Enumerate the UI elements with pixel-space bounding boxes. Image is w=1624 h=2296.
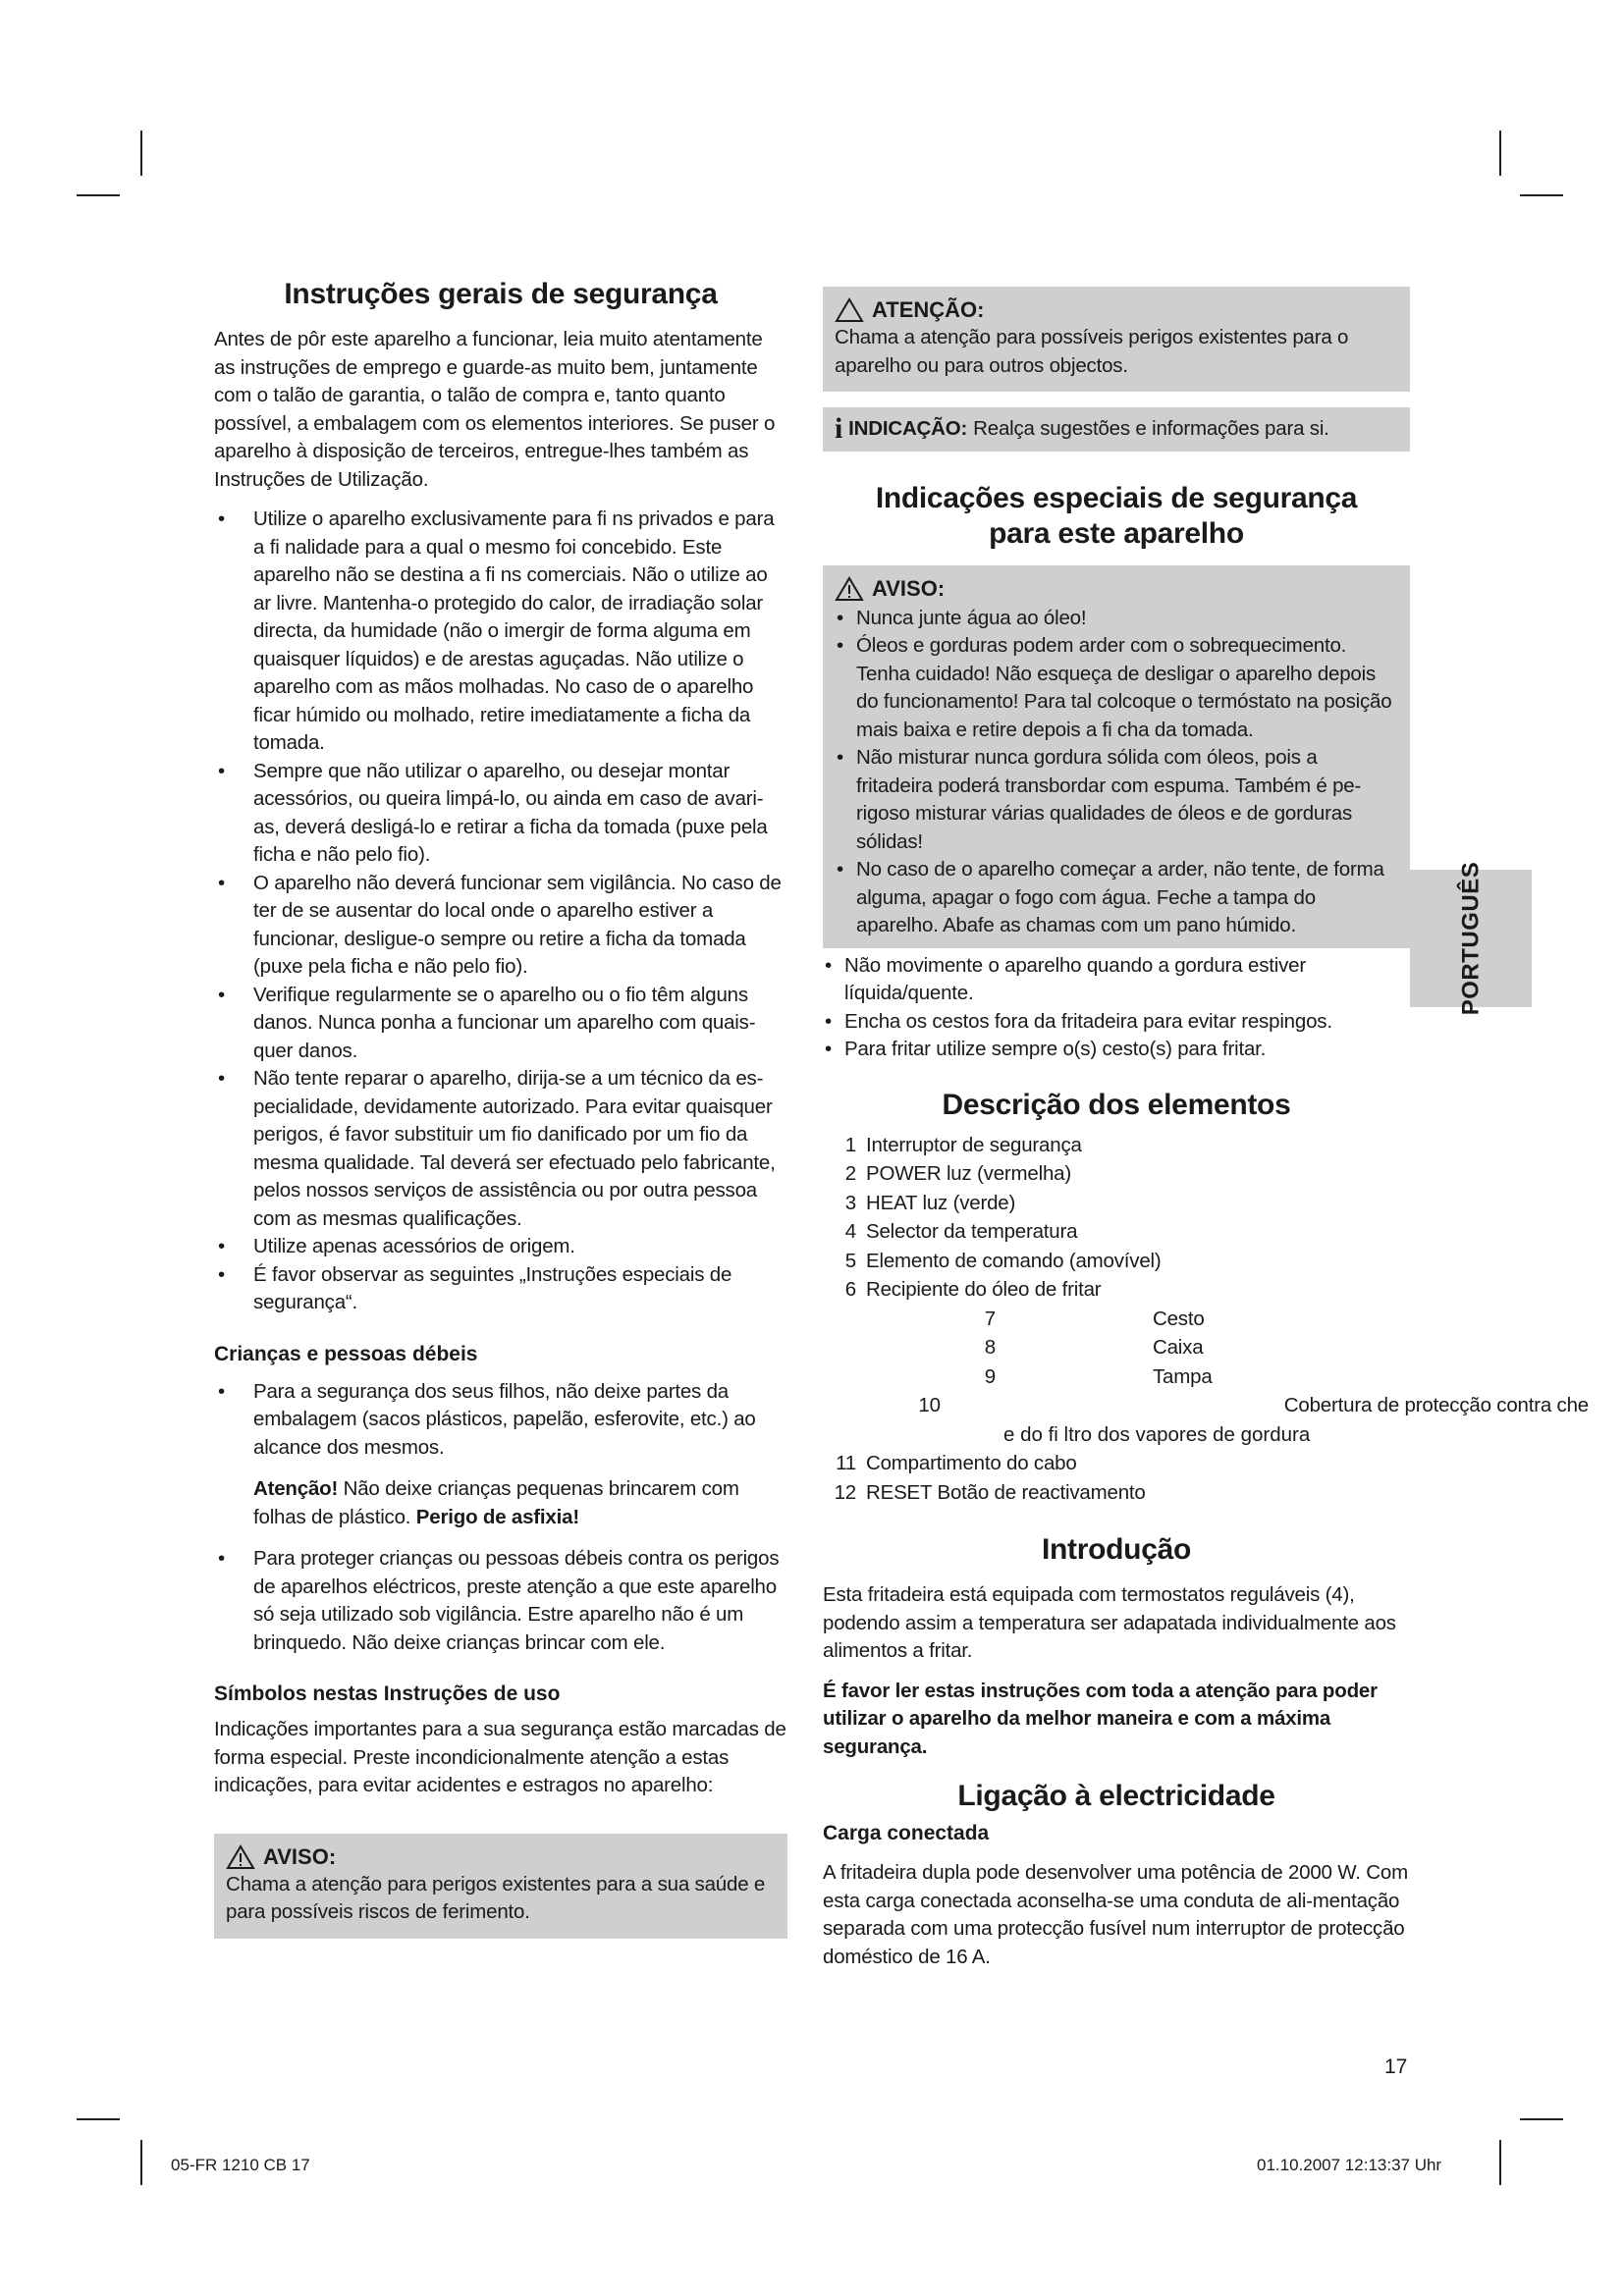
atencao-title-text: ATENÇÃO: xyxy=(872,297,985,322)
list-item: • Não movimente o aparelho quando a gordura estiver líquida/quente. xyxy=(823,952,1410,1008)
safety-intro: Antes de pôr este aparelho a funcionar, leia muito atentamente as instruções de emprego e guarde-as muito bem, juntamente com o talão de garantia, o talão de compra e, tanto quanto possível, a embalagem com os elementos interiores. Se puser o aparelho à disposição de terceiros, entregue-lhes também as Instruções de Utilização. xyxy=(214,328,776,491)
crop-mark xyxy=(140,2140,142,2185)
element-num: 8 xyxy=(984,1336,996,1359)
element-num: 5 xyxy=(844,1249,856,1272)
language-tab xyxy=(1410,861,1532,1016)
crop-mark xyxy=(1520,194,1563,196)
aviso-box-text: Chama a atenção para perigos existentes para a sua saúde e para possíveis riscos de ferimento. xyxy=(226,1872,766,1923)
element-num: 9 xyxy=(984,1364,996,1388)
element-num: 7 xyxy=(984,1307,996,1330)
warning-outline-icon xyxy=(835,297,864,323)
element-text: Interruptor de segurança xyxy=(866,1133,1082,1156)
attention-danger: Perigo de asfixia! xyxy=(415,1505,579,1528)
element-row xyxy=(823,1362,1410,1392)
element-num: 3 xyxy=(844,1191,856,1214)
crop-mark xyxy=(77,2118,120,2120)
crop-mark xyxy=(140,131,142,176)
crop-mark xyxy=(1499,131,1501,176)
load-heading: Carga conectada xyxy=(823,1822,990,1844)
attention-label: Atenção! xyxy=(253,1477,339,1500)
element-num: 11 xyxy=(836,1452,856,1474)
indicacao-line xyxy=(835,412,1398,446)
aviso-title-text: AVISO: xyxy=(263,1843,337,1869)
atencao-box-title xyxy=(835,296,1398,324)
symbols-text: Indicações importantes para a sua segurança estão marcadas de forma especial. Preste incondicionalmente atenção a estas indicações, para evitar acidentes e estragos no aparelho: xyxy=(214,1718,786,1796)
info-icon: i xyxy=(835,412,843,446)
element-text: Caixa xyxy=(1153,1336,1204,1359)
intro-text: Esta fritadeira está equipada com termostatos reguláveis (4), podendo assim a temperatura ser adapatada individualmente aos alimentos a fritar. xyxy=(823,1583,1396,1662)
children-list xyxy=(214,1378,787,1463)
after-list xyxy=(823,952,1410,1064)
attention-text: Não deixe crianças pequenas brincarem com folhas de plástico. xyxy=(253,1477,739,1528)
special-safety-title xyxy=(823,481,1410,552)
list-item: • Óleos e gorduras podem arder com o sobrequecimento. Tenha cuidado! Não esqueça de desligar o aparelho depois do funcionamento! Para tal colcoque o termóstato na posição mais baixa e retire depois a fi cha da tomada. xyxy=(835,632,1398,744)
left-column xyxy=(214,277,787,1939)
element-row xyxy=(823,1217,1410,1247)
element-text: RESET Botão de reactivamento xyxy=(866,1480,1146,1504)
children-heading: Crianças e pessoas débeis xyxy=(214,1342,478,1365)
list-item: • Para a segurança dos seus filhos, não deixe partes da embalagem (sacos plásticos, papelão, esferovite, etc.) ao alcance dos mesmos. xyxy=(214,1378,787,1463)
list-item: • Utilize apenas acessórios de origem. xyxy=(214,1233,787,1261)
element-num: 10 xyxy=(918,1394,941,1416)
load-text: A fritadeira dupla pode desenvolver uma potência de 2000 W. Com esta carga conectada aconselha-se uma conduta de ali-mentação separada com uma protecção fusível num interruptor de protecção doméstico de 16 A. xyxy=(823,1861,1408,1968)
element-row xyxy=(823,1189,1410,1218)
list-item: • Não misturar nunca gordura sólida com óleos, pois a fritadeira poderá transbordar com espuma. Também é pe-rigoso misturar várias qualidades de óleos e de gorduras sólidas! xyxy=(835,744,1398,856)
list-item: • Para proteger crianças ou pessoas débeis contra os perigos de aparelhos eléctricos, preste atenção a que este aparelho só seja utilizado sob vigilância. Estre aparelho não é um brinquedo. Não deixe crianças brincar com ele. xyxy=(214,1545,787,1657)
element-row xyxy=(823,1247,1410,1276)
page-number: 17 xyxy=(1384,2056,1408,2078)
intro-bold-text: É favor ler estas instruções com toda a atenção para poder utilizar o aparelho da melhor maneira e com a máxima segurança. xyxy=(823,1679,1378,1758)
list-item: • É favor observar as seguintes „Instruções especiais de segurança“. xyxy=(214,1261,787,1317)
list-item: • Encha os cestos fora da fritadeira para evitar respingos. xyxy=(823,1008,1410,1037)
list-item: • No caso de o aparelho começar a arder, não tente, de forma alguma, apagar o fogo com água. Feche a tampa do aparelho. Abafe as chamas com um pano húmido. xyxy=(835,856,1398,940)
element-row xyxy=(823,1333,1410,1362)
footer-left: 05-FR 1210 CB 17 xyxy=(171,2156,310,2174)
element-row xyxy=(823,1131,1410,1160)
element-text: Recipiente do óleo de fritar xyxy=(866,1278,1102,1301)
element-text: Compartimento do cabo xyxy=(866,1452,1077,1474)
aviso-box-title xyxy=(226,1843,776,1871)
list-item: • O aparelho não deverá funcionar sem vigilância. No caso de ter de se ausentar do local onde o aparelho estiver a funcionar, desligue-o sempre ou retire a ficha da tomada (puxe pela ficha e não pelo fio). xyxy=(214,870,787,982)
safety-list xyxy=(214,506,787,1317)
aviso-special-box xyxy=(823,565,1410,948)
list-item: • Não tente reparar o aparelho, dirija-se a um técnico da es-pecialidade, devidamente autorizado. Para evitar quaisquer perigos, é favor substituir um fio danificado por um fio da mesma qualidade. Tal deverá ser efectuado pelo fabricante, pelos nossos serviços de assistência ou por outra pessoa com as mesmas qualificações. xyxy=(214,1065,787,1233)
special-title-line2: para este aparelho xyxy=(989,516,1244,550)
element-row xyxy=(823,1305,1410,1334)
language-tab-label: PORTUGUÊS xyxy=(1457,861,1485,1016)
aviso-special-list xyxy=(835,605,1398,940)
crop-mark xyxy=(1520,2118,1563,2120)
element-text: HEAT luz (verde) xyxy=(866,1191,1016,1214)
element-text: Selector da temperatura xyxy=(866,1220,1078,1243)
indicacao-box xyxy=(823,407,1410,452)
atencao-box-text: Chama a atenção para possíveis perigos existentes para o aparelho ou para outros objectos. xyxy=(835,326,1349,377)
element-10-continuation: e do fi ltro dos vapores de gordura xyxy=(1003,1422,1311,1446)
children-list-2 xyxy=(214,1545,787,1657)
element-text: Cesto xyxy=(1153,1307,1205,1330)
element-text: POWER luz (vermelha) xyxy=(866,1162,1072,1185)
special-title-line1: Indicações especiais de segurança xyxy=(875,481,1358,514)
element-row xyxy=(823,1159,1410,1189)
element-row xyxy=(823,1275,1410,1305)
list-item: • Sempre que não utilizar o aparelho, ou desejar montar acessórios, ou queira limpá-lo, ou ainda em caso de avari-as, deverá desligá-lo e retirar a ficha da tomada (puxe pela ficha e não pelo fio). xyxy=(214,758,787,870)
symbols-heading: Símbolos nestas Instruções de uso xyxy=(214,1682,561,1705)
list-item: • Verifique regularmente se o aparelho ou o fio têm alguns danos. Nunca ponha a funcionar um aparelho com quais-quer danos. xyxy=(214,982,787,1066)
footer-right: 01.10.2007 12:13:37 Uhr xyxy=(1257,2156,1442,2174)
element-row xyxy=(823,1478,1410,1508)
crop-mark xyxy=(1499,2140,1501,2185)
element-text: Tampa xyxy=(1153,1364,1213,1388)
indicacao-title: INDICAÇÃO: xyxy=(848,417,968,440)
intro-title: Introdução xyxy=(1042,1533,1191,1566)
electric-title: Ligação à electricidade xyxy=(957,1780,1275,1812)
elements-list xyxy=(823,1131,1589,1508)
element-num: 4 xyxy=(844,1220,856,1243)
element-row xyxy=(823,1391,1589,1420)
crop-mark xyxy=(77,194,120,196)
element-text: Cobertura de protecção contra che xyxy=(1283,1394,1589,1416)
element-num: 1 xyxy=(844,1133,856,1156)
element-num: 6 xyxy=(844,1278,856,1301)
element-row xyxy=(823,1449,1410,1478)
element-num: 2 xyxy=(844,1162,856,1185)
element-num: 12 xyxy=(834,1480,856,1504)
safety-title: Instruções gerais de segurança xyxy=(284,278,718,310)
aviso-special-title xyxy=(835,575,1398,603)
aviso-special-title-text: AVISO: xyxy=(872,575,946,601)
elements-title: Descrição dos elementos xyxy=(942,1088,1291,1121)
attention-note xyxy=(214,1475,787,1531)
element-text: Elemento de comando (amovível) xyxy=(866,1249,1162,1272)
atencao-box xyxy=(823,287,1410,392)
warning-icon xyxy=(835,576,864,602)
list-item: • Para fritar utilize sempre o(s) cesto(s) para fritar. xyxy=(823,1036,1410,1064)
list-item: • Nunca junte água ao óleo! xyxy=(835,605,1398,633)
aviso-box xyxy=(214,1834,787,1939)
warning-icon xyxy=(226,1844,255,1870)
indicacao-text: Realça sugestões e informações para si. xyxy=(973,417,1329,440)
list-item: • Utilize o aparelho exclusivamente para fi ns privados e para a fi nalidade para a qual o mesmo foi concebido. Este aparelho não se destina a fi ns comerciais. Não o utilize ao ar livre. Mantenha-o protegido do calor, de irradiação solar directa, da humidade (não o imergir de forma alguma em quaisquer líquidos) e de arestas aguçadas. Não utilize o aparelho com as mãos molhadas. No caso de o aparelho ficar húmido ou molhado, retire imediatamente a ficha da tomada. xyxy=(214,506,787,758)
